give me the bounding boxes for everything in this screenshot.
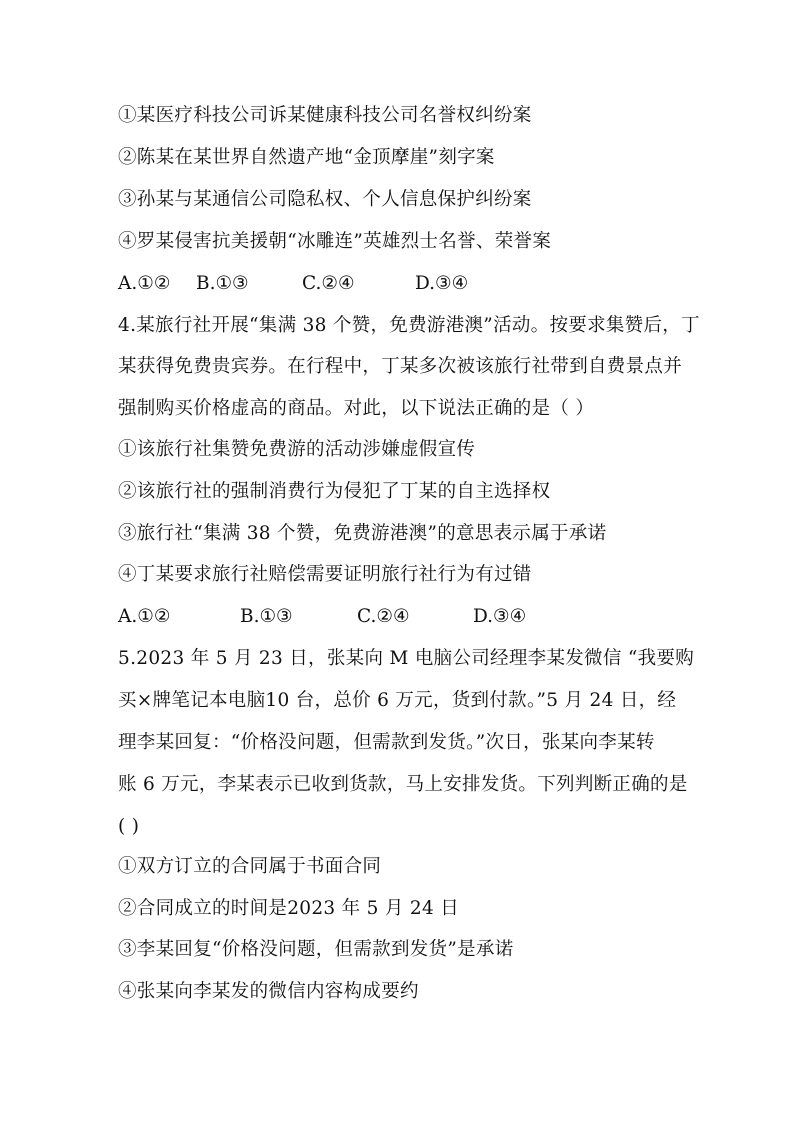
q3-item-1: ①某医疗科技公司诉某健康科技公司名誉权纠纷案: [118, 105, 532, 126]
q4-item-3: ③旅行社“集满 38 个赞，免费游港澳”的意思表示属于承诺: [118, 523, 607, 544]
q5-stem-line-4: 账 6 万元，李某表示已收到货款，马上安排发货。下列判断正确的是: [118, 774, 688, 795]
q3-option-c: C.②④: [302, 273, 355, 294]
q5-item-2: ②合同成立的时间是2023 年 5 月 24 日: [118, 898, 459, 919]
q3-item-3: ③孙某与某通信公司隐私权、个人信息保护纠纷案: [118, 189, 532, 210]
q4-item-1: ①该旅行社集赞免费游的活动涉嫌虚假宣传: [118, 439, 476, 460]
q4-item-2: ②该旅行社的强制消费行为侵犯了丁某的自主选择权: [118, 481, 551, 502]
q5-item-3: ③李某回复“价格没问题，但需款到发货”是承诺: [118, 939, 514, 960]
q5-item-4: ④张某向李某发的微信内容构成要约: [118, 981, 419, 1002]
q3-option-d: D.③④: [415, 273, 469, 294]
q5-stem-line-5: ( ): [118, 816, 140, 837]
q4-option-a: A.①②: [118, 606, 171, 627]
q4-option-b: B.①③: [240, 606, 293, 627]
q4-stem-line-2: 某获得免费贵宾券。在行程中，丁某多次被该旅行社带到自费景点并: [118, 356, 683, 377]
q4-stem-line-3: 强制购买价格虚高的商品。对此，以下说法正确的是（ ）: [118, 398, 595, 419]
q4-stem-line-1: 4.某旅行社开展“集满 38 个赞，免费游港澳”活动。按要求集赞后，丁: [118, 315, 700, 336]
q5-stem-line-2: 买×牌笔记本电脑10 台，总价 6 万元，货到付款。”5 月 24 日，经: [118, 690, 677, 711]
q5-stem-line-3: 理李某回复：“价格没问题，但需款到发货。”次日，张某向李某转: [118, 732, 655, 753]
q5-item-1: ①双方订立的合同属于书面合同: [118, 856, 382, 877]
q4-item-4: ④丁某要求旅行社赔偿需要证明旅行社行为有过错: [118, 564, 532, 585]
q4-option-c: C.②④: [357, 606, 410, 627]
q3-option-b: B.①③: [196, 273, 249, 294]
q4-option-d: D.③④: [473, 606, 527, 627]
q3-item-2: ②陈某在某世界自然遗产地“金顶摩崖”刻字案: [118, 147, 495, 168]
q5-stem-line-1: 5.2023 年 5 月 23 日，张某向 M 电脑公司经理李某发微信 “我要购: [118, 648, 694, 669]
q3-option-a: A.①②: [118, 273, 171, 294]
q3-item-4: ④罗某侵害抗美援朝“冰雕连”英雄烈士名誉、荣誉案: [118, 231, 552, 252]
